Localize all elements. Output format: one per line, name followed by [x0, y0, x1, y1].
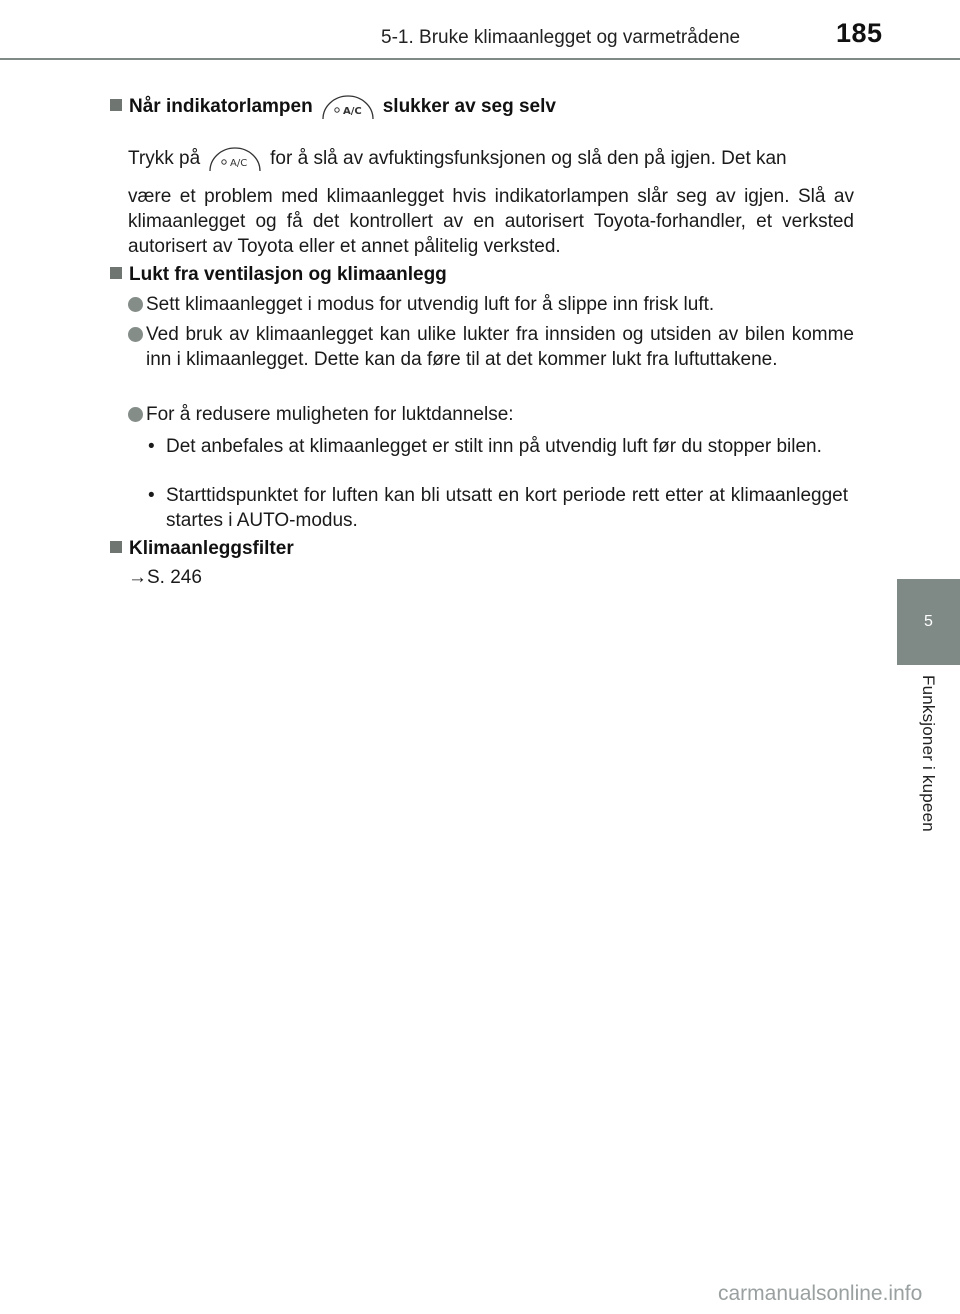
page-reference — [128, 567, 202, 589]
square-bullet-icon — [110, 541, 122, 553]
instruction-paragraph: være et problem med klimaanlegget hvis indikatorlampen slår seg av igjen. Slå av klimaanlegget og få det kontrollert av en autorisert Toyota-forhandler, et verksted autorisert av Toyota eller et annet pålitelig verksted. — [128, 186, 854, 257]
sub-list-item: • Det anbefales at klimaanlegget er stilt inn på utvendig luft før du stopper bilen. — [148, 436, 822, 457]
list-item: Sett klimaanlegget i modus for utvendig luft for å slippe inn frisk luft. — [128, 292, 854, 317]
circle-bullet-icon — [128, 297, 143, 312]
section-title: 5-1. Bruke klimaanlegget og varmetrådene — [381, 27, 741, 48]
sub-list-item: • Starttidspunktet for luften kan bli utsatt en kort periode rett etter at klimaanlegget startes i AUTO-modus. — [148, 485, 848, 531]
section-heading-odor: Lukt fra ventilasjon og klimaanlegg — [110, 264, 447, 286]
section-heading-filter: Klimaanleggsfilter — [110, 538, 294, 560]
chapter-number: 5 — [924, 613, 933, 630]
chapter-tab — [897, 579, 960, 665]
header-divider — [0, 58, 960, 60]
circle-bullet-icon — [128, 327, 143, 342]
page-number: 185 — [836, 18, 883, 48]
arrow-right-icon: → — [128, 567, 147, 588]
instruction-line: Trykk på A/C for å slå av avfuktingsfunksjonen og slå den på igjen. Det kan — [128, 145, 787, 173]
svg-text:A/C: A/C — [342, 106, 362, 117]
circle-bullet-icon — [128, 407, 143, 422]
chapter-label: Funksjoner i kupeen — [919, 675, 938, 832]
page-reference-link[interactable]: S. 246 — [147, 567, 202, 588]
list-item: Ved bruk av klimaanlegget kan ulike lukter fra innsiden og utsiden av bilen komme inn i klimaanlegget. Dette kan da føre til at det kommer lukt fra luftuttakene. — [128, 322, 854, 372]
square-bullet-icon — [110, 99, 122, 111]
svg-text:A/C: A/C — [230, 158, 248, 169]
square-bullet-icon — [110, 267, 122, 279]
page-header — [0, 0, 960, 60]
list-item: For å redusere muligheten for luktdannelse: — [128, 402, 854, 427]
watermark: carmanualsonline.info — [718, 1282, 923, 1305]
ac-button-icon — [208, 145, 262, 173]
ac-button-icon — [321, 93, 375, 121]
section-heading-indicator: Når indikatorlampen A/C slukker av seg selv — [110, 93, 556, 121]
